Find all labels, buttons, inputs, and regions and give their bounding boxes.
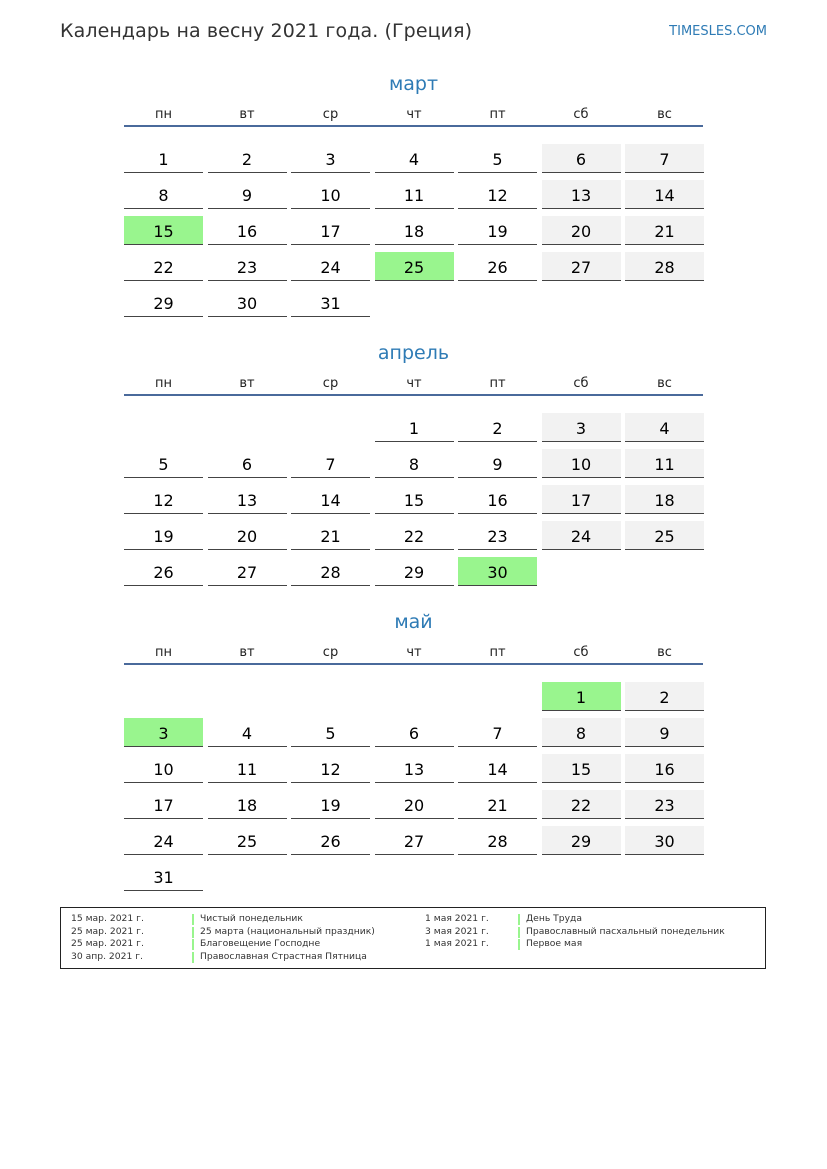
day-cell: 24 bbox=[542, 521, 621, 550]
page-title: Календарь на весну 2021 года. (Греция) bbox=[60, 20, 473, 42]
day-cell: 9 bbox=[458, 449, 537, 478]
weekday-label: вс bbox=[657, 645, 672, 660]
day-cell: 17 bbox=[291, 216, 370, 245]
day-cell: 9 bbox=[208, 180, 287, 209]
weekday-label: вт bbox=[239, 645, 255, 660]
weekday-label: пн bbox=[155, 645, 172, 660]
weekday-label: сб bbox=[573, 107, 589, 122]
day-cell: 15 bbox=[375, 485, 454, 514]
day-cell: 12 bbox=[124, 485, 203, 514]
holiday-day-cell: 15 bbox=[124, 216, 203, 245]
legend-date: 25 мар. 2021 г. bbox=[71, 938, 144, 950]
day-cell: 27 bbox=[542, 252, 621, 281]
day-cell: 18 bbox=[208, 790, 287, 819]
day-cell: 25 bbox=[625, 521, 704, 550]
day-cell: 2 bbox=[208, 144, 287, 173]
weekday-header bbox=[124, 645, 703, 665]
weekday-label: ср bbox=[322, 645, 339, 660]
day-cell: 31 bbox=[291, 288, 370, 317]
legend-date: 30 апр. 2021 г. bbox=[71, 951, 143, 963]
legend-holiday-name: Православный пасхальный понедельник bbox=[526, 925, 725, 937]
weekday-label: вт bbox=[239, 376, 255, 391]
day-cell: 22 bbox=[124, 252, 203, 281]
day-cell: 3 bbox=[542, 413, 621, 442]
day-cell: 26 bbox=[291, 826, 370, 855]
day-cell: 4 bbox=[375, 144, 454, 173]
day-cell: 27 bbox=[208, 557, 287, 586]
day-cell: 6 bbox=[375, 718, 454, 747]
weekday-label: пн bbox=[155, 107, 172, 122]
weekday-label: чт bbox=[406, 376, 422, 391]
day-cell: 28 bbox=[625, 252, 704, 281]
legend-holiday-name: День Труда bbox=[526, 913, 583, 924]
weekday-header bbox=[124, 107, 703, 127]
weekday-label: чт bbox=[406, 107, 422, 122]
day-cell: 16 bbox=[458, 485, 537, 514]
legend-holiday-name: Православная Страстная Пятница bbox=[200, 951, 367, 963]
holiday-color-marker bbox=[192, 939, 194, 950]
holiday-color-marker bbox=[518, 927, 520, 938]
header-divider bbox=[124, 125, 703, 127]
holiday-day-cell: 3 bbox=[124, 718, 203, 747]
day-cell: 30 bbox=[625, 826, 704, 855]
month-name: март bbox=[388, 73, 439, 95]
day-cell: 19 bbox=[124, 521, 203, 550]
day-cell: 16 bbox=[625, 754, 704, 783]
day-cell: 6 bbox=[542, 144, 621, 173]
day-cell: 26 bbox=[124, 557, 203, 586]
day-cell: 20 bbox=[542, 216, 621, 245]
day-cell: 14 bbox=[625, 180, 704, 209]
month-name: апрель bbox=[377, 342, 450, 364]
day-cell: 22 bbox=[375, 521, 454, 550]
day-cell: 4 bbox=[625, 413, 704, 442]
day-cell: 1 bbox=[124, 144, 203, 173]
day-cell: 12 bbox=[291, 754, 370, 783]
day-cell: 10 bbox=[542, 449, 621, 478]
day-cell: 8 bbox=[375, 449, 454, 478]
day-cell: 27 bbox=[375, 826, 454, 855]
weekday-label: вс bbox=[657, 107, 672, 122]
day-cell: 25 bbox=[208, 826, 287, 855]
day-cell: 5 bbox=[291, 718, 370, 747]
header-divider bbox=[124, 394, 703, 396]
day-cell: 20 bbox=[208, 521, 287, 550]
day-cell: 7 bbox=[458, 718, 537, 747]
site-link[interactable]: TIMESLES.COM bbox=[669, 24, 767, 39]
day-cell: 20 bbox=[375, 790, 454, 819]
day-cell: 11 bbox=[375, 180, 454, 209]
weekday-label: вт bbox=[239, 107, 255, 122]
day-cell: 8 bbox=[124, 180, 203, 209]
weekday-label: вс bbox=[657, 376, 672, 391]
day-cell: 15 bbox=[542, 754, 621, 783]
weekday-label: пт bbox=[489, 107, 506, 122]
day-cell: 21 bbox=[625, 216, 704, 245]
holiday-day-cell: 30 bbox=[458, 557, 537, 586]
holiday-color-marker bbox=[518, 939, 520, 950]
day-cell: 3 bbox=[291, 144, 370, 173]
holiday-day-cell: 25 bbox=[375, 252, 454, 281]
day-cell: 21 bbox=[291, 521, 370, 550]
legend-date: 1 мая 2021 г. bbox=[425, 913, 489, 924]
day-cell: 5 bbox=[458, 144, 537, 173]
day-cell: 18 bbox=[375, 216, 454, 245]
day-cell: 14 bbox=[458, 754, 537, 783]
day-cell: 13 bbox=[375, 754, 454, 783]
month-name: май bbox=[394, 611, 433, 633]
day-cell: 8 bbox=[542, 718, 621, 747]
day-cell: 13 bbox=[208, 485, 287, 514]
day-cell: 28 bbox=[291, 557, 370, 586]
weekday-label: ср bbox=[322, 376, 339, 391]
day-cell: 5 bbox=[124, 449, 203, 478]
legend-date: 15 мар. 2021 г. bbox=[71, 913, 144, 924]
weekday-header bbox=[124, 376, 703, 396]
legend-date: 3 мая 2021 г. bbox=[425, 925, 489, 937]
day-cell: 13 bbox=[542, 180, 621, 209]
day-cell: 7 bbox=[625, 144, 704, 173]
month-2 bbox=[124, 610, 703, 887]
day-cell: 23 bbox=[625, 790, 704, 819]
month-1 bbox=[124, 341, 703, 582]
holiday-color-marker bbox=[192, 914, 194, 925]
day-cell: 26 bbox=[458, 252, 537, 281]
day-cell: 24 bbox=[291, 252, 370, 281]
weekday-label: ср bbox=[322, 107, 339, 122]
day-cell: 19 bbox=[291, 790, 370, 819]
day-cell: 10 bbox=[124, 754, 203, 783]
legend-date: 1 мая 2021 г. bbox=[425, 938, 489, 950]
day-cell: 12 bbox=[458, 180, 537, 209]
day-cell: 9 bbox=[625, 718, 704, 747]
day-cell: 4 bbox=[208, 718, 287, 747]
weekday-label: чт bbox=[406, 645, 422, 660]
day-cell: 10 bbox=[291, 180, 370, 209]
day-cell: 17 bbox=[124, 790, 203, 819]
day-cell: 28 bbox=[458, 826, 537, 855]
day-cell: 16 bbox=[208, 216, 287, 245]
weekday-label: сб bbox=[573, 645, 589, 660]
day-cell: 23 bbox=[208, 252, 287, 281]
day-cell: 7 bbox=[291, 449, 370, 478]
legend-holiday-name: 25 марта (национальный праздник) bbox=[200, 925, 375, 937]
day-cell: 2 bbox=[458, 413, 537, 442]
holiday-day-cell: 1 bbox=[542, 682, 621, 711]
day-cell: 29 bbox=[375, 557, 454, 586]
holiday-legend bbox=[60, 907, 766, 969]
weekday-label: сб bbox=[573, 376, 589, 391]
day-cell: 31 bbox=[124, 862, 203, 891]
weekday-label: пт bbox=[489, 376, 506, 391]
legend-holiday-name: Благовещение Господне bbox=[200, 938, 321, 950]
day-cell: 19 bbox=[458, 216, 537, 245]
day-cell: 11 bbox=[208, 754, 287, 783]
day-cell: 30 bbox=[208, 288, 287, 317]
day-cell: 17 bbox=[542, 485, 621, 514]
weekday-label: пт bbox=[489, 645, 506, 660]
day-cell: 18 bbox=[625, 485, 704, 514]
day-cell: 29 bbox=[542, 826, 621, 855]
day-cell: 21 bbox=[458, 790, 537, 819]
legend-holiday-name: Первое мая bbox=[526, 938, 583, 950]
legend-holiday-name: Чистый понедельник bbox=[200, 913, 303, 924]
day-cell: 29 bbox=[124, 288, 203, 317]
day-cell: 22 bbox=[542, 790, 621, 819]
month-0 bbox=[124, 72, 703, 313]
legend-date: 25 мар. 2021 г. bbox=[71, 925, 144, 937]
day-cell: 1 bbox=[375, 413, 454, 442]
holiday-color-marker bbox=[518, 914, 520, 925]
weekday-label: пн bbox=[155, 376, 172, 391]
day-cell: 6 bbox=[208, 449, 287, 478]
day-cell: 2 bbox=[625, 682, 704, 711]
header-divider bbox=[124, 663, 703, 665]
holiday-color-marker bbox=[192, 927, 194, 938]
day-cell: 11 bbox=[625, 449, 704, 478]
day-cell: 23 bbox=[458, 521, 537, 550]
holiday-color-marker bbox=[192, 952, 194, 963]
day-cell: 24 bbox=[124, 826, 203, 855]
day-cell: 14 bbox=[291, 485, 370, 514]
